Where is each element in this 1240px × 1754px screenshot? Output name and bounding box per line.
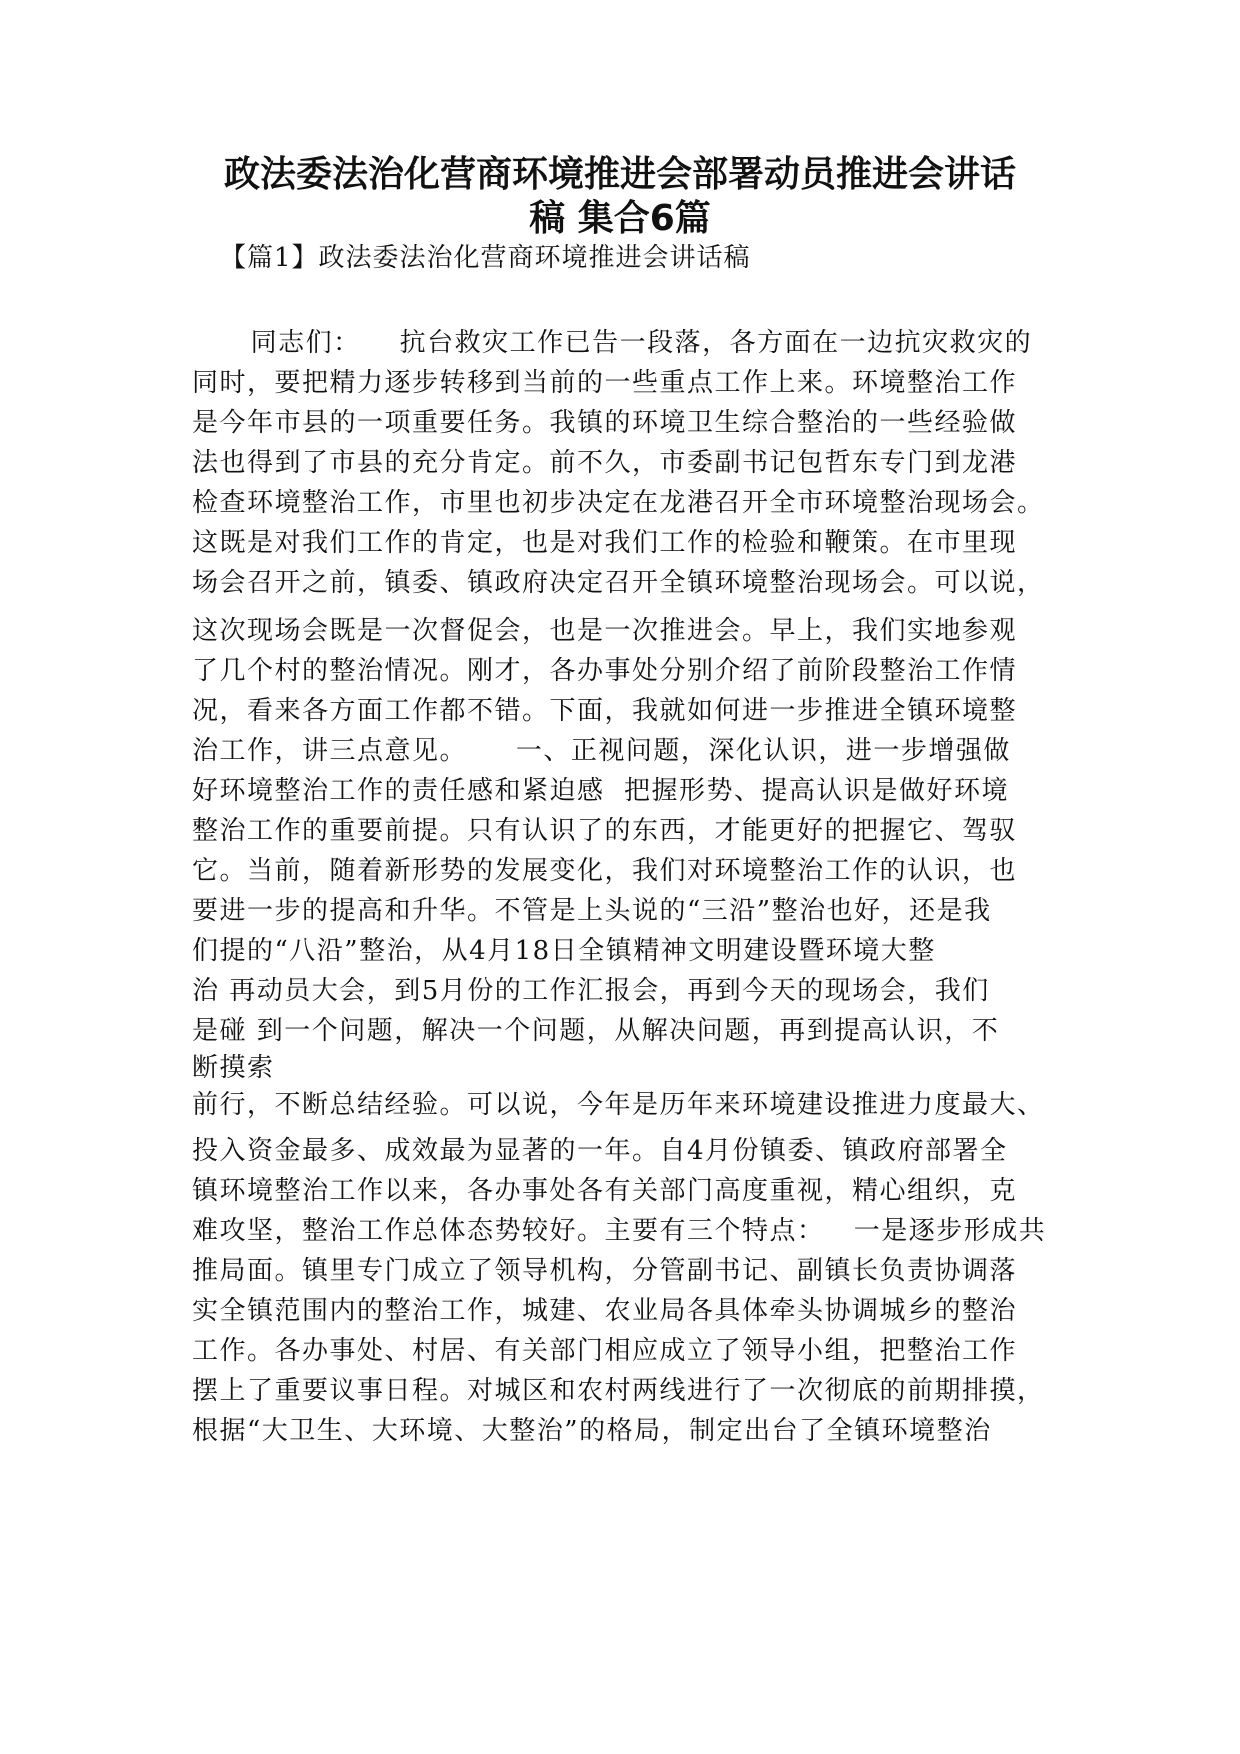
- body-line: 们提的“八沿”整治，从4月18日全镇精神文明建设暨环境大整: [192, 936, 936, 966]
- document-title-line-1: 政法委法治化营商环境推进会部署动员推进会讲话: [223, 154, 1016, 195]
- body-line: 场会召开之前，镇委、镇政府决定召开全镇环境整治现场会。可以说，: [192, 568, 1045, 598]
- body-line: 实全镇范围内的整治工作，城建、农业局各具体牵头协调城乡的整治: [192, 1296, 1018, 1326]
- document-title-line-2: 稿 集合6篇: [529, 198, 711, 239]
- section-heading: 【篇1】政法委法治化营商环境推进会讲话稿: [220, 243, 751, 273]
- body-line: 治 再动员大会，到5月份的工作汇报会，再到今天的现场会，我们: [192, 976, 990, 1006]
- body-line: 镇环境整治工作以来，各办事处各有关部门高度重视，精心组织，克: [192, 1176, 1018, 1206]
- body-line: 这既是对我们工作的肯定，也是对我们工作的检验和鞭策。在市里现: [192, 528, 1018, 558]
- body-line: 断摸索: [192, 1053, 275, 1083]
- body-line: 它。当前，随着新形势的发展变化，我们对环境整治工作的认识，也: [192, 856, 1018, 886]
- body-line: 根据“大卫生、大环境、大整治”的格局，制定出台了全镇环境整治: [192, 1416, 992, 1446]
- body-line: 整治工作的重要前提。只有认识了的东西，才能更好的把握它、驾驭: [192, 816, 1018, 846]
- body-line: 投入资金最多、成效最为显著的一年。自4月份镇委、镇政府部署全: [192, 1136, 1008, 1166]
- body-line: 同时，要把精力逐步转移到当前的一些重点工作上来。环境整治工作: [192, 368, 1018, 398]
- body-line: 是碰 到一个问题，解决一个问题，从解决问题，再到提高认识，不: [192, 1016, 1000, 1046]
- body-line: 治工作，讲三点意见。 一、正视问题，深化认识，进一步增强做: [192, 736, 1011, 766]
- body-line: 摆上了重要议事日程。对城区和农村两线进行了一次彻底的前期排摸，: [192, 1376, 1045, 1406]
- body-line: 同志们： 抗台救灾工作已告一段落，各方面在一边抗灾救灾的: [192, 328, 1033, 358]
- body-line: 了几个村的整治情况。刚才，各办事处分别介绍了前阶段整治工作情: [192, 656, 1018, 686]
- body-line: 法也得到了市县的充分肯定。前不久，市委副书记包哲东专门到龙港: [192, 448, 1018, 478]
- body-line: 前行，不断总结经验。可以说，今年是历年来环境建设推进力度最大、: [192, 1090, 1045, 1120]
- body-line: 难攻坚，整治工作总体态势较好。主要有三个特点： 一是逐步形成共: [192, 1216, 1047, 1246]
- body-line: 这次现场会既是一次督促会，也是一次推进会。早上，我们实地参观: [192, 616, 1018, 646]
- body-line: 况，看来各方面工作都不错。下面，我就如何进一步推进全镇环境整: [192, 696, 1018, 726]
- body-line: 检查环境整治工作，市里也初步决定在龙港召开全市环境整治现场会。: [192, 488, 1045, 518]
- body-line: 好环境整治工作的责任感和紧迫感 把握形势、提高认识是做好环境: [192, 776, 1010, 806]
- body-line: 工作。各办事处、村居、有关部门相应成立了领导小组，把整治工作: [192, 1336, 1018, 1366]
- body-line: 推局面。镇里专门成立了领导机构，分管副书记、副镇长负责协调落: [192, 1256, 1018, 1286]
- body-line: 要进一步的提高和升华。不管是上头说的“三沿”整治也好，还是我: [192, 896, 992, 926]
- body-line: 是今年市县的一项重要任务。我镇的环境卫生综合整治的一些经验做: [192, 408, 1018, 438]
